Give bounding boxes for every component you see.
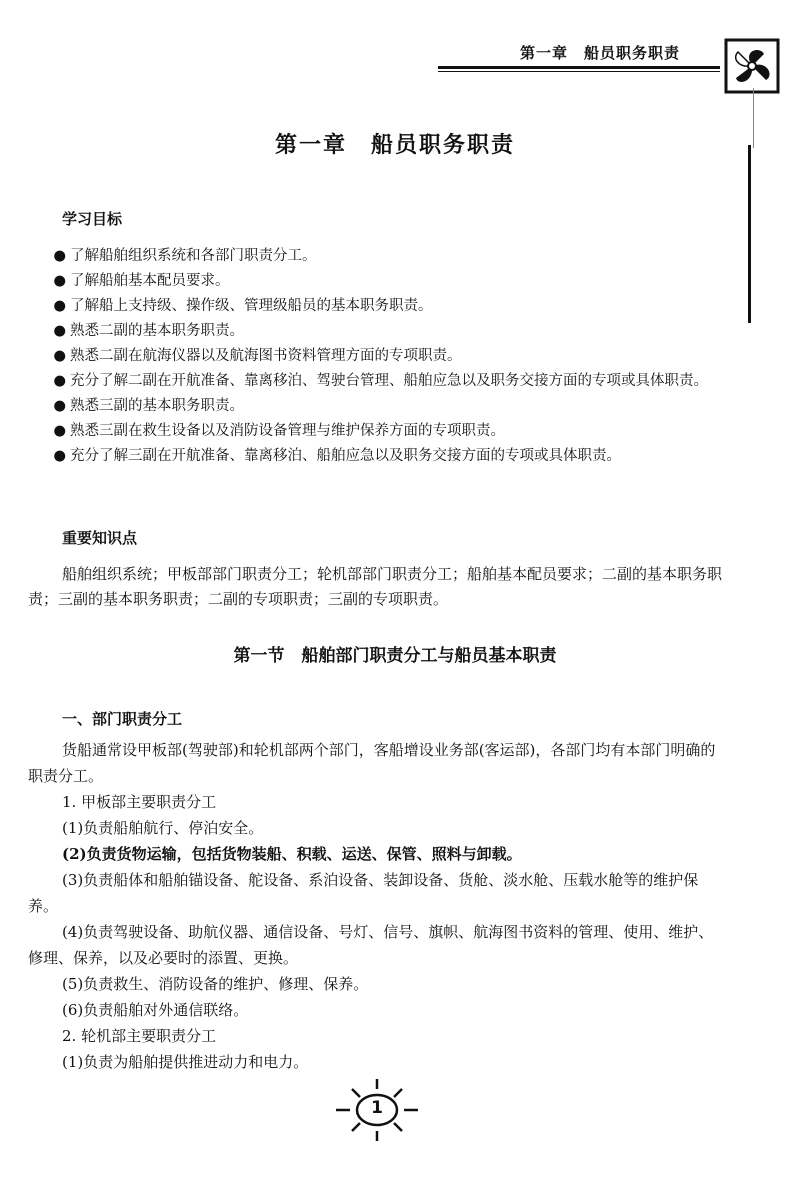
- list-item: ● 充分了解三副在开航准备、靠离移泊、船舶应急以及职务交接方面的专项或具体职责。: [28, 444, 728, 469]
- list-item: ● 熟悉三副的基本职务职责。: [28, 394, 728, 419]
- deck-item: (2)负责货物运输，包括货物装船、积载、运送、保管、照料与卸载。: [62, 845, 522, 863]
- bullet-icon: ●: [53, 298, 66, 314]
- body-text: [28, 737, 728, 1075]
- intro-paragraph: 货船通常设甲板部(驾驶部)和轮机部两个部门，客船增设业务部(客运部)，各部门均有本部门明确的职责分工。: [28, 741, 716, 785]
- list-item: ● 熟悉二副的基本职务职责。: [28, 319, 728, 344]
- key-points-text: 船舶组织系统；甲板部部门职责分工；轮机部部门职责分工；船舶基本配员要求；二副的基本职务职责；三副的基本职务职责；二副的专项职责；三副的专项职责。: [28, 565, 723, 608]
- list-item: ● 了解船舶基本配员要求。: [28, 269, 728, 294]
- header-rule: [438, 66, 720, 69]
- bullet-icon: ●: [53, 423, 66, 439]
- list-item: ● 熟悉二副在航海仪器以及航海图书资料管理方面的专项职责。: [28, 344, 728, 369]
- list-item: ● 了解船舶组织系统和各部门职责分工。: [28, 244, 728, 269]
- list-item: ● 了解船上支持级、操作级、管理级船员的基本职务职责。: [28, 294, 728, 319]
- bullet-icon: ●: [53, 398, 66, 414]
- key-points-heading: 重要知识点: [62, 529, 138, 547]
- subsection-heading: 一、部门职责分工: [62, 710, 183, 728]
- bullet-icon: ●: [53, 348, 66, 364]
- objectives-heading: 学习目标: [62, 210, 123, 228]
- header-rule-thin: [438, 71, 720, 72]
- deck-heading: 1. 甲板部主要职责分工: [62, 793, 217, 811]
- section-title: 第一节 船舶部门职责分工与船员基本职责: [233, 646, 557, 666]
- list-item: ● 熟悉三副在救生设备以及消防设备管理与维护保养方面的专项职责。: [28, 419, 728, 444]
- bullet-icon: ●: [53, 448, 66, 464]
- deck-item: (3)负责船体和船舶锚设备、舵设备、系泊设备、装卸设备、货舱、淡水舱、压载水舱等的维护保养。: [28, 871, 699, 915]
- engine-item: (1)负责为船舶提供推进动力和电力。: [62, 1053, 309, 1071]
- deck-item: (4)负责驾驶设备、助航仪器、通信设备、号灯、信号、旗帜、航海图书资料的管理、使用、维护、修理、保养，以及必要时的添置、更换。: [28, 923, 714, 967]
- list-item: ● 充分了解二副在开航准备、靠离移泊、驾驶台管理、船舶应急以及职务交接方面的专项或具体职责。: [28, 369, 728, 394]
- fan-icon: [724, 38, 780, 94]
- running-head: 第一章 船员职务职责: [520, 44, 681, 62]
- deck-item: (6)负责船舶对外通信联络。: [62, 1001, 249, 1019]
- margin-rule: [748, 145, 751, 323]
- bullet-icon: ●: [53, 373, 66, 389]
- chapter-title: 第一章 船员职务职责: [274, 133, 515, 158]
- deck-item: (5)负责救生、消防设备的维护、修理、保养。: [62, 975, 369, 993]
- engine-heading: 2. 轮机部主要职责分工: [62, 1027, 217, 1045]
- objectives-list: [28, 244, 728, 469]
- deck-item: (1)负责船舶航行、停泊安全。: [62, 819, 264, 837]
- bullet-icon: ●: [53, 273, 66, 289]
- bullet-icon: ●: [53, 248, 66, 264]
- page-number: 1: [371, 1098, 383, 1118]
- bullet-icon: ●: [53, 323, 66, 339]
